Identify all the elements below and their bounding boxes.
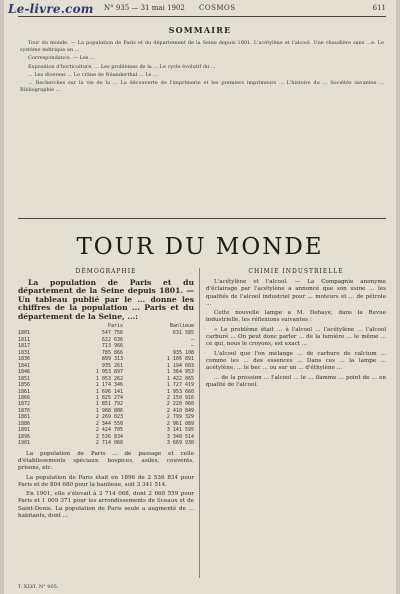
table-cell-year: 1886: [18, 420, 31, 427]
table-cell-paris: 2 536 834: [95, 433, 123, 440]
sommaire-paragraph: ... Les diverses ... Le crâne de Néanderthal ... Le ...: [28, 71, 158, 78]
page-number: 611: [372, 4, 386, 12]
sommaire-paragraph: ... Recherches sur la vie de la ... La découverte de l'imprimerie et les premiers imprimeurs ... L'histoire du ... Sociétés savantes ... Bibliographie ...: [20, 80, 384, 94]
body-paragraph: En 1901, elle s'élevait à 2 714 068, dont 2 660 559 pour Paris et 1 009 371 pour les arrondissements de Sceaux et de Saint-Denis. La population de Paris seule a augmenté de ... habitants, dont ...: [18, 491, 194, 520]
table-row: [18, 440, 194, 446]
header-rule: [18, 16, 386, 17]
issue-number: N° 935 — 31 mai 1902: [104, 4, 185, 12]
table-header-paris: Paris: [107, 323, 123, 330]
table-cell-banlieue: 1 953 660: [166, 388, 194, 395]
watermark-logo: Le-livre.com: [8, 2, 94, 16]
table-cell-banlieue: 2 961 089: [166, 420, 194, 427]
sommaire-paragraph: Exposition d'horticulture, ... Les problèmes de la ... Le cycle évolutif du ...: [28, 63, 216, 70]
table-cell-year: 1861: [18, 388, 31, 395]
table-cell-paris: 1 696 141: [95, 388, 123, 395]
body-paragraph: L'acétylène et l'alcool. — La Compagnie anonyme d'éclairage par l'acétylène a annoncé que son usine ... les qualités de l'alcool industriel pour ... moteurs et ... de pétrole ...: [206, 279, 386, 307]
table-cell-paris: 899 313: [101, 356, 123, 363]
tour-du-monde-title: TOUR DU MONDE: [76, 234, 324, 260]
table-cell-paris: 713 966: [101, 343, 123, 350]
table-cell-year: 1841: [18, 362, 31, 369]
table-cell-paris: 1 825 274: [95, 395, 123, 402]
table-cell-banlieue: 631 585: [172, 330, 194, 337]
column-divider: [199, 268, 200, 578]
body-paragraph: La population de Paris était en 1896 de 2 536 834 pour Paris et de 804 680 pour la banlieue, soit 3 341 514.: [18, 474, 194, 488]
table-cell-banlieue: 3 669 930: [166, 440, 194, 447]
table-cell-banlieue: 2 150 916: [166, 395, 194, 402]
section-heading-demographie: DÉMOGRAPHIE: [75, 268, 137, 275]
table-cell-banlieue: —: [190, 336, 194, 343]
table-cell-year: 1891: [18, 427, 31, 434]
body-paragraph: La population de Paris ... de passage et celle d'établissements spéciaux: hospices, asiles, couvents, prisons, etc.: [18, 450, 194, 472]
table-cell-paris: 1 053 262: [95, 375, 123, 382]
table-cell-paris: 1 053 897: [95, 369, 123, 376]
table-cell-banlieue: 2 410 849: [166, 407, 194, 414]
table-cell-paris: 1 988 806: [95, 407, 123, 414]
journal-name: COSMOS: [199, 4, 236, 12]
table-cell-year: 1811: [18, 336, 31, 343]
table-cell-paris: 2 269 023: [95, 414, 123, 421]
table-cell-paris: 785 866: [101, 349, 123, 356]
table-cell-year: 1896: [18, 433, 31, 440]
table-cell-year: 1872: [18, 401, 31, 408]
table-cell-banlieue: 2 220 060: [166, 401, 194, 408]
sommaire-paragraph: Tour du monde. — La population de Paris et du département de la Seine depuis 1801. L'acétylène et l'alcool. Une chaudière sans ...e. Le système métrique en ...: [20, 40, 384, 54]
population-table-body: [18, 330, 194, 446]
table-cell-year: 1856: [18, 382, 31, 389]
table-cell-year: 1876: [18, 407, 31, 414]
sommaire-paragraph: Correspondance. — Les ...: [28, 55, 95, 62]
table-cell-year: 1866: [18, 395, 31, 402]
section-heading-chimie: CHIMIE INDUSTRIELLE: [248, 268, 344, 275]
section-rule: [18, 218, 386, 219]
sommaire-title: SOMMAIRE: [168, 25, 232, 35]
table-cell-year: 1831: [18, 349, 31, 356]
sommaire-body: [20, 40, 384, 95]
footer-volume: T. XLVI. N° 905.: [18, 584, 59, 590]
table-cell-banlieue: 2 799 329: [166, 414, 194, 421]
body-paragraph: ... de la pression ... l'alcool ... le ... flamme ... point de ... en qualité de l'alcool.: [206, 374, 386, 388]
table-cell-paris: 1 851 792: [95, 401, 123, 408]
table-cell-year: 1901: [18, 440, 31, 447]
table-header-banlieue: Banlieue: [169, 323, 194, 330]
table-cell-banlieue: 1 194 603: [166, 362, 194, 369]
table-cell-year: 1881: [18, 414, 31, 421]
table-cell-year: 1851: [18, 375, 31, 382]
table-cell-year: 1817: [18, 343, 31, 350]
running-head: [104, 4, 392, 16]
table-cell-paris: 1 174 346: [95, 382, 123, 389]
table-cell-banlieue: —: [190, 343, 194, 350]
table-cell-paris: 2 424 705: [95, 427, 123, 434]
table-cell-banlieue: 1 364 953: [166, 369, 194, 376]
table-cell-paris: 2 714 068: [95, 440, 123, 447]
table-cell-banlieue: 935 108: [172, 349, 194, 356]
table-cell-banlieue: 1 422 065: [166, 375, 194, 382]
table-cell-paris: 622 636: [101, 336, 123, 343]
table-cell-banlieue: 1 106 891: [166, 356, 194, 363]
population-table: [18, 323, 194, 447]
left-column: [18, 268, 194, 522]
table-cell-year: 1801: [18, 330, 31, 337]
table-cell-year: 1836: [18, 356, 31, 363]
lead-paragraph: La population de Paris et du département de la Seine depuis 1801. — Un tableau publié par le ... donne les chiffres de la population ... Paris et du département de la Seine, ...:: [18, 278, 194, 321]
table-cell-year: 1846: [18, 369, 31, 376]
table-cell-paris: 547 756: [101, 330, 123, 337]
table-cell-banlieue: 3 340 514: [166, 433, 194, 440]
body-paragraph: L'alcool que l'on mélange ... de carbure de calcium ... comme les ... des essences ... Dans ces ... la lampe ... acétylène, ... le bec ... ou sur un ... d'éthylène ...: [206, 350, 386, 372]
table-cell-banlieue: 1 727 419: [166, 382, 194, 389]
body-paragraph: Cette nouvelle lampe a M. Dehaye, dans la Revue industrielle, les réflexions suivantes :: [206, 310, 386, 324]
body-paragraph: « Le problème était ... à l'alcool ... l'acétylène ... l'alcool carburé ... On peut donc parler ... de la lumière ... le même ... ce qui, nous le croyons, est exact ...: [206, 326, 386, 348]
document-page: [4, 0, 396, 594]
table-cell-paris: 2 344 550: [95, 420, 123, 427]
right-column: [206, 268, 386, 391]
table-cell-paris: 935 261: [101, 362, 123, 369]
table-cell-banlieue: 3 141 595: [166, 427, 194, 434]
